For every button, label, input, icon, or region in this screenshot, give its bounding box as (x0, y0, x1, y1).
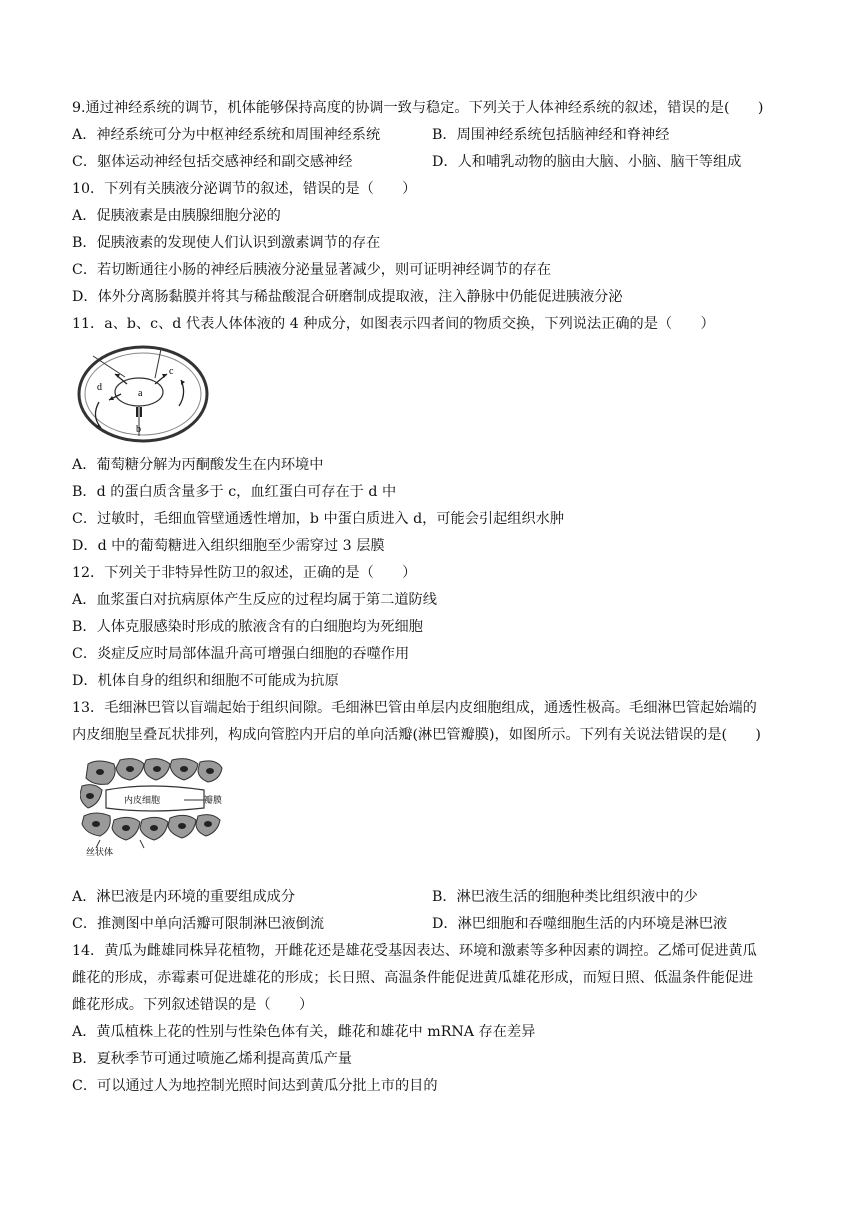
q10-option-b: B．促胰液素的发现使人们认识到激素调节的存在 (72, 235, 381, 251)
q12-option-c: C．炎症反应时局部体温升高可增强白细胞的吞噬作用 (72, 646, 410, 662)
q9-option-a: A．神经系统可分为中枢神经系统和周围神经系统 (72, 127, 381, 143)
fig-label-endothelial-cell: 内皮细胞 (124, 796, 161, 806)
q12-stem: 12．下列关于非特异性防卫的叙述，正确的是（ ） (72, 565, 417, 581)
q11-stem: 11．a、b、c、d 代表人体体液的 4 种成分，如图表示四者间的物质交换，下列说法正确的是（ ） (72, 316, 715, 332)
fig-label-a: a (138, 388, 143, 399)
q9-option-c: C．躯体运动神经包括交感神经和副交感神经 (72, 154, 353, 170)
q11-option-d: D．d 中的葡萄糖进入组织细胞至少需穿过 3 层膜 (72, 538, 385, 554)
body-fluid-exchange-diagram (75, 344, 211, 444)
q12-option-a: A．血浆蛋白对抗病原体产生反应的过程均属于第二道防线 (72, 592, 437, 608)
q13-stem-line1: 13．毛细淋巴管以盲端起始于组织间隙。毛细淋巴管由单层内皮细胞组成，通透性极高。毛细淋巴管起始端的 (72, 700, 757, 716)
fig-label-valve: 瓣膜 (204, 796, 223, 806)
q13-option-c: C．推测图中单向活瓣可限制淋巴液倒流 (72, 916, 325, 932)
fig-label-filament: 丝状体 (86, 848, 114, 856)
lymphatic-capillary-diagram (80, 756, 230, 856)
q13-option-d: D．淋巴细胞和吞噬细胞生活的内环境是淋巴液 (432, 916, 728, 932)
q13-option-b: B．淋巴液生活的细胞种类比组织液中的少 (432, 889, 698, 905)
q14-stem-line1: 14．黄瓜为雌雄同株异花植物，开雌花还是雄花受基因表达、环境和激素等多种因素的调控。乙烯可促进黄瓜 (72, 943, 757, 959)
fig-label-d: d (97, 382, 102, 393)
q10-option-d: D．体外分离肠黏膜并将其与稀盐酸混合研磨制成提取液，注入静脉中仍能促进胰液分泌 (72, 289, 623, 305)
q11-option-c: C．过敏时，毛细血管壁通透性增加，b 中蛋白质进入 d，可能会引起组织水肿 (72, 511, 565, 527)
q14-stem-line2: 雌花的形成，赤霉素可促进雄花的形成；长日照、高温条件能促进黄瓜雄花形成，而短日照、低温条件能促进 (72, 970, 754, 986)
fig-label-c: c (169, 366, 174, 377)
fig-label-b: b (136, 424, 141, 435)
q10-option-a: A．促胰液素是由胰腺细胞分泌的 (72, 208, 281, 224)
q14-option-c: C．可以通过人为地控制光照时间达到黄瓜分批上市的目的 (72, 1078, 438, 1094)
q12-option-b: B．人体克服感染时形成的脓液含有的白细胞均为死细胞 (72, 619, 423, 635)
q14-option-a: A．黄瓜植株上花的性别与性染色体有关，雌花和雄花中 mRNA 存在差异 (72, 1024, 536, 1040)
q14-stem-line3: 雌花形成。下列叙述错误的是（ ） (72, 997, 314, 1013)
q9-option-b: B．周围神经系统包括脑神经和脊神经 (432, 127, 670, 143)
q10-option-c: C．若切断通往小肠的神经后胰液分泌量显著减少，则可证明神经调节的存在 (72, 262, 552, 278)
q13-option-a: A．淋巴液是内环境的重要组成成分 (72, 889, 296, 905)
q11-option-b: B．d 的蛋白质含量多于 c，血红蛋白可存在于 d 中 (72, 484, 397, 500)
q9-stem: 9.通过神经系统的调节，机体能够保持高度的协调一致与稳定。下列关于人体神经系统的叙述，错误的是( ) (72, 100, 764, 116)
q9-option-d: D．人和哺乳动物的脑由大脑、小脑、脑干等组成 (432, 154, 742, 170)
q13-options-ab (72, 887, 796, 907)
q14-option-b: B．夏秋季节可通过喷施乙烯利提高黄瓜产量 (72, 1051, 352, 1067)
q9-options-ab (72, 125, 796, 145)
q13-stem-line2: 内皮细胞呈叠瓦状排列，构成向管腔内开启的单向活瓣(淋巴管瓣膜)，如图所示。下列有关说法错误的是( ) (72, 727, 761, 743)
q11-option-a: A．葡萄糖分解为丙酮酸发生在内环境中 (72, 457, 324, 473)
q9-options-cd (72, 152, 796, 172)
q12-option-d: D．机体自身的组织和细胞不可能成为抗原 (72, 673, 339, 689)
q13-options-cd (72, 914, 796, 934)
q10-stem: 10．下列有关胰液分泌调节的叙述，错误的是（ ） (72, 181, 417, 197)
